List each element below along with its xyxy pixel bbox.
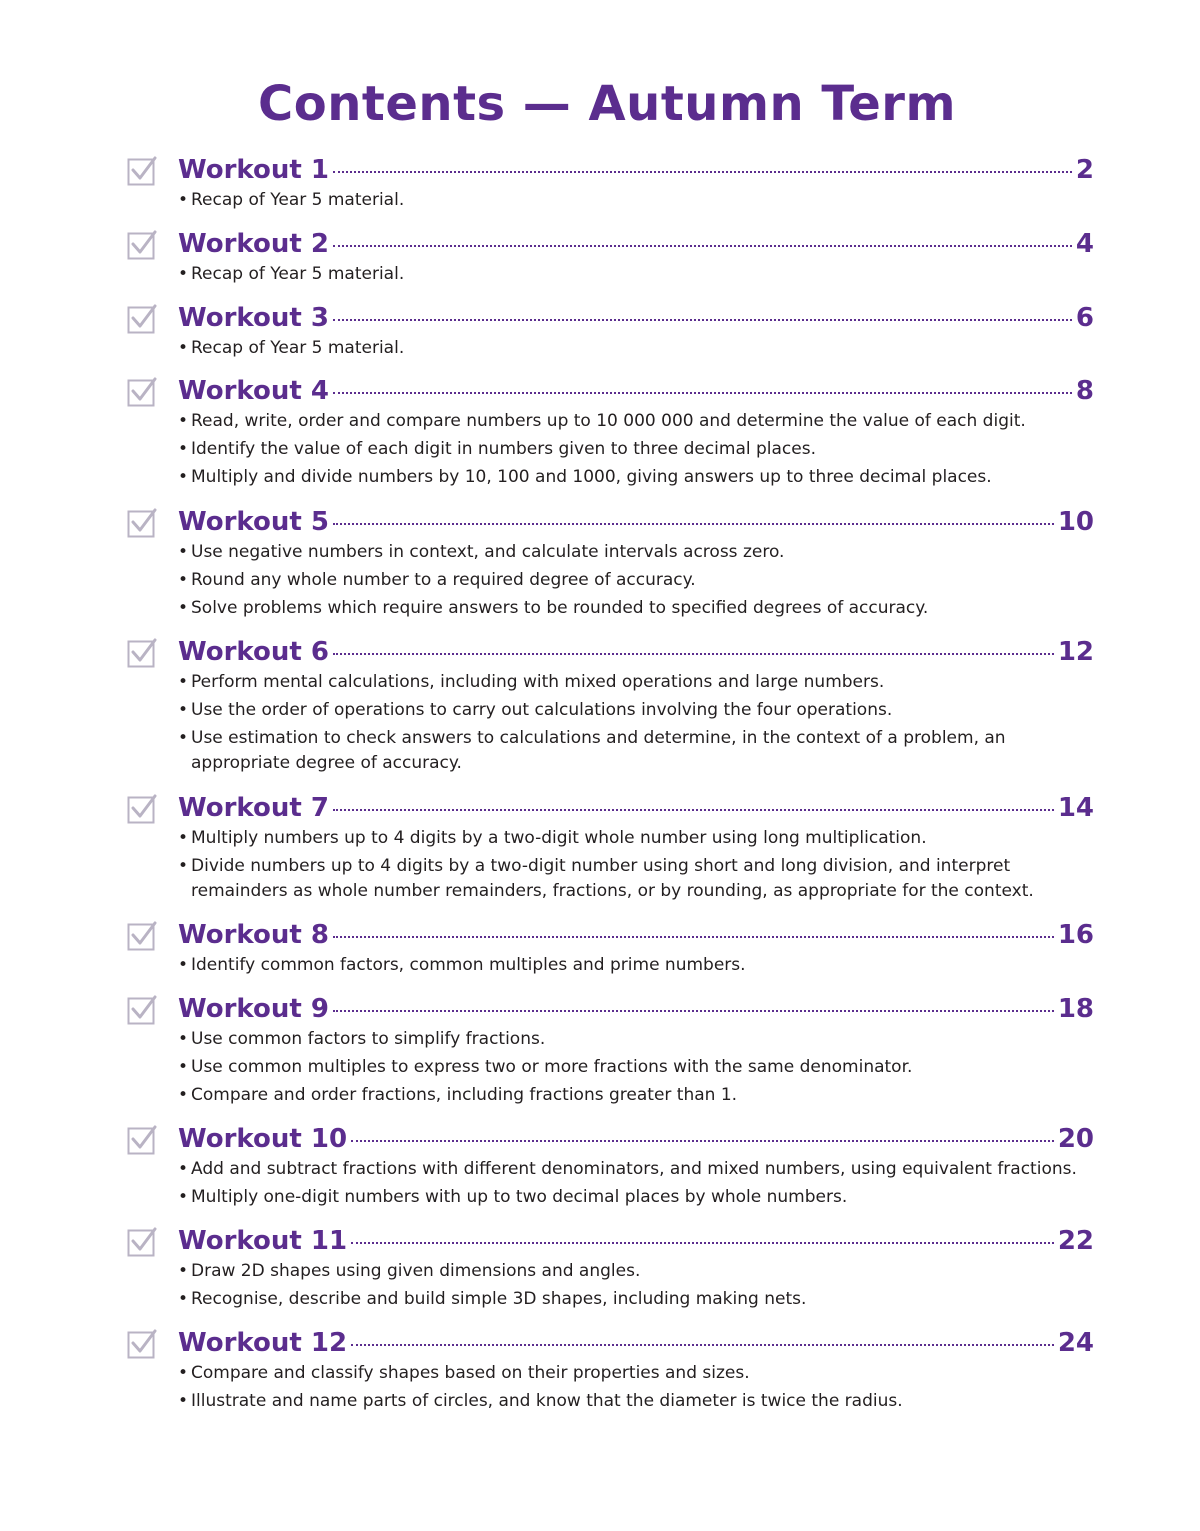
page-number: 22	[1057, 1226, 1094, 1256]
toc-heading-row[interactable]	[178, 152, 1094, 188]
toc-heading-row[interactable]	[178, 1223, 1094, 1259]
page-title: Contents — Autumn Term	[258, 76, 956, 132]
objective-item	[178, 1055, 1078, 1080]
objective-list	[178, 1027, 1078, 1111]
toc-heading-row[interactable]	[178, 226, 1094, 262]
objective-text: Identify the value of each digit in numbers given to three decimal places.	[191, 439, 816, 459]
toc-heading-row[interactable]	[178, 1325, 1094, 1361]
workout-title: Workout 8	[178, 920, 329, 950]
dot-leader	[333, 319, 1072, 321]
objective-item	[178, 188, 1078, 213]
objective-text: Use common multiples to express two or more fractions with the same denominator.	[191, 1057, 913, 1077]
objective-text: Multiply numbers up to 4 digits by a two-digit whole number using long multiplication.	[191, 828, 927, 848]
objective-list	[178, 188, 1078, 216]
checkbox-icon[interactable]	[127, 638, 157, 668]
dot-leader	[333, 245, 1072, 247]
objective-item	[178, 540, 1078, 565]
objective-list	[178, 1361, 1078, 1417]
page-number: 16	[1057, 920, 1094, 950]
toc-heading-row[interactable]	[178, 991, 1094, 1027]
toc-heading-row[interactable]	[178, 504, 1094, 540]
objective-text: Recognise, describe and build simple 3D shapes, including making nets.	[191, 1289, 807, 1309]
objective-item	[178, 854, 1078, 904]
workout-title: Workout 1	[178, 155, 329, 185]
checkbox-icon[interactable]	[127, 995, 157, 1025]
objective-item	[178, 1287, 1078, 1312]
objective-list	[178, 826, 1078, 907]
page-number: 8	[1075, 376, 1094, 406]
objective-list	[178, 540, 1078, 624]
objective-list	[178, 1259, 1078, 1315]
toc-heading-row[interactable]	[178, 373, 1094, 409]
objective-text: Use estimation to check answers to calculations and determine, in the context of a problem, an appropriate degree of accuracy.	[191, 728, 1006, 773]
dot-leader	[333, 1010, 1054, 1012]
objective-item	[178, 262, 1078, 287]
workout-title: Workout 3	[178, 303, 329, 333]
checkbox-icon[interactable]	[127, 1125, 157, 1155]
objective-item	[178, 409, 1078, 434]
objective-text: Compare and classify shapes based on their properties and sizes.	[191, 1363, 750, 1383]
objective-text: Use negative numbers in context, and calculate intervals across zero.	[191, 542, 785, 562]
objective-text: Recap of Year 5 material.	[191, 338, 405, 358]
objective-text: Round any whole number to a required degree of accuracy.	[191, 570, 696, 590]
toc-heading-row[interactable]	[178, 790, 1094, 826]
objective-text: Solve problems which require answers to be rounded to specified degrees of accuracy.	[191, 598, 929, 618]
objective-item	[178, 1185, 1078, 1210]
page-number: 18	[1057, 994, 1094, 1024]
objective-item	[178, 568, 1078, 593]
checkbox-icon[interactable]	[127, 508, 157, 538]
dot-leader	[333, 653, 1054, 655]
workout-title: Workout 11	[178, 1226, 348, 1256]
workout-title: Workout 9	[178, 994, 329, 1024]
objective-text: Recap of Year 5 material.	[191, 264, 405, 284]
checkbox-icon[interactable]	[127, 377, 157, 407]
workout-title: Workout 2	[178, 229, 329, 259]
toc-heading-row[interactable]	[178, 1121, 1094, 1157]
workout-title: Workout 7	[178, 793, 329, 823]
objective-item	[178, 596, 1078, 621]
objective-text: Add and subtract fractions with different denominators, and mixed numbers, using equivalent fractions.	[191, 1159, 1077, 1179]
dot-leader	[333, 523, 1054, 525]
objective-item	[178, 826, 1078, 851]
objective-text: Multiply and divide numbers by 10, 100 and 1000, giving answers up to three decimal places.	[191, 467, 992, 487]
objective-list	[178, 953, 1078, 981]
workout-title: Workout 5	[178, 507, 329, 537]
workout-title: Workout 6	[178, 637, 329, 667]
dot-leader	[333, 809, 1054, 811]
page-number: 20	[1057, 1124, 1094, 1154]
objective-text: Perform mental calculations, including with mixed operations and large numbers.	[191, 672, 885, 692]
objective-item	[178, 670, 1078, 695]
workout-title: Workout 4	[178, 376, 329, 406]
dot-leader	[351, 1344, 1054, 1346]
page-number: 10	[1057, 507, 1094, 537]
objective-item	[178, 437, 1078, 462]
objective-item	[178, 465, 1078, 490]
checkbox-icon[interactable]	[127, 304, 157, 334]
checkbox-icon[interactable]	[127, 1227, 157, 1257]
toc-heading-row[interactable]	[178, 917, 1094, 953]
objective-list	[178, 670, 1078, 779]
workout-title: Workout 10	[178, 1124, 348, 1154]
objective-item	[178, 1027, 1078, 1052]
objective-text: Read, write, order and compare numbers up to 10 000 000 and determine the value of each digit.	[191, 411, 1026, 431]
objective-text: Recap of Year 5 material.	[191, 190, 405, 210]
checkbox-icon[interactable]	[127, 156, 157, 186]
objective-list	[178, 262, 1078, 290]
objective-list	[178, 409, 1078, 493]
objective-text: Use common factors to simplify fractions.	[191, 1029, 546, 1049]
objective-list	[178, 1157, 1078, 1213]
objective-item	[178, 1259, 1078, 1284]
dot-leader	[333, 171, 1072, 173]
objective-text: Compare and order fractions, including fractions greater than 1.	[191, 1085, 738, 1105]
checkbox-icon[interactable]	[127, 794, 157, 824]
objective-text: Multiply one-digit numbers with up to two decimal places by whole numbers.	[191, 1187, 848, 1207]
objective-item	[178, 1389, 1078, 1414]
checkbox-icon[interactable]	[127, 230, 157, 260]
workout-title: Workout 12	[178, 1328, 348, 1358]
checkbox-icon[interactable]	[127, 921, 157, 951]
toc-heading-row[interactable]	[178, 634, 1094, 670]
objective-item	[178, 1361, 1078, 1386]
dot-leader	[333, 392, 1072, 394]
objective-text: Illustrate and name parts of circles, and know that the diameter is twice the radius.	[191, 1391, 903, 1411]
dot-leader	[333, 936, 1054, 938]
objective-list	[178, 336, 1078, 364]
page-number: 12	[1057, 637, 1094, 667]
page-number: 4	[1075, 229, 1094, 259]
page-number: 2	[1075, 155, 1094, 185]
toc-heading-row[interactable]	[178, 300, 1094, 336]
dot-leader	[351, 1140, 1054, 1142]
objective-item	[178, 726, 1078, 776]
objective-item	[178, 698, 1078, 723]
objective-item	[178, 1157, 1078, 1182]
objective-text: Identify common factors, common multiples and prime numbers.	[191, 955, 746, 975]
page-number: 6	[1075, 303, 1094, 333]
objective-item	[178, 1083, 1078, 1108]
page-number: 14	[1057, 793, 1094, 823]
objective-text: Draw 2D shapes using given dimensions and angles.	[191, 1261, 641, 1281]
page-number: 24	[1057, 1328, 1094, 1358]
objective-text: Use the order of operations to carry out calculations involving the four operations.	[191, 700, 893, 720]
objective-item	[178, 336, 1078, 361]
objective-item	[178, 953, 1078, 978]
checkbox-icon[interactable]	[127, 1329, 157, 1359]
objective-text: Divide numbers up to 4 digits by a two-digit number using short and long division, and interpret remainders as whole number remainders, fractions, or by rounding, as appropriate for the context.	[191, 856, 1034, 901]
dot-leader	[351, 1242, 1054, 1244]
